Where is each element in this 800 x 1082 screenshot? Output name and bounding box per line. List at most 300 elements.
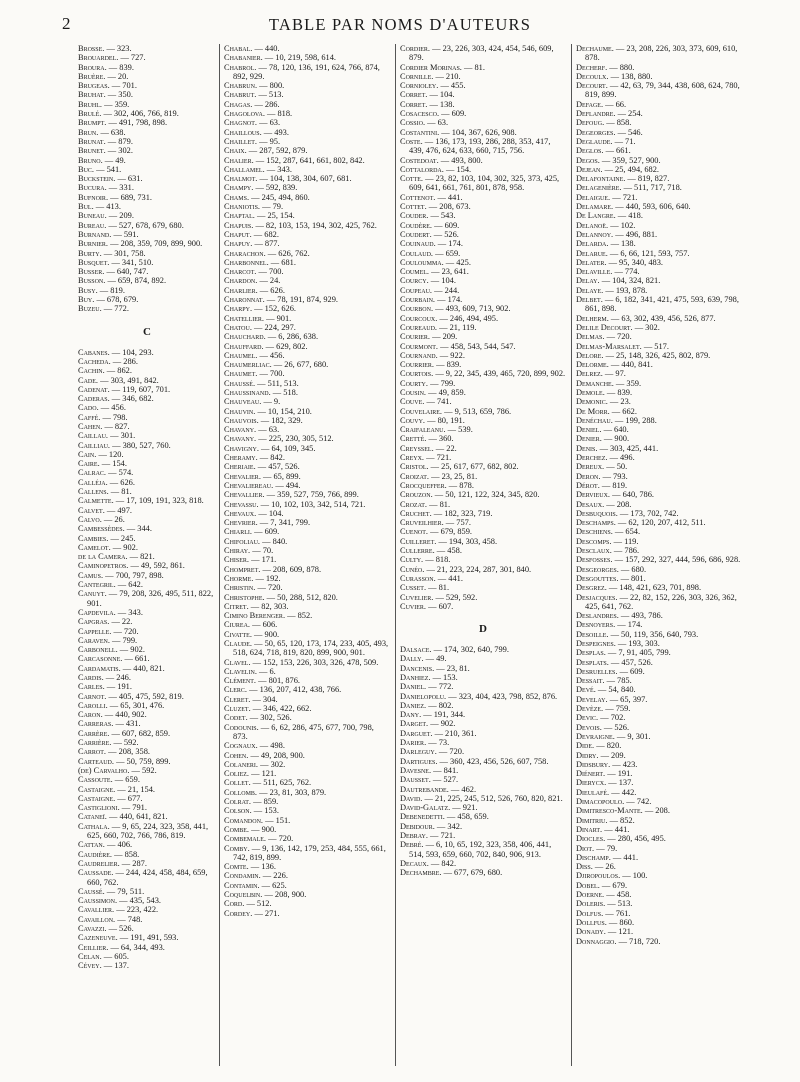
author-name: Deglos	[576, 146, 602, 156]
author-name: Cain	[78, 449, 95, 459]
index-entry	[78, 952, 216, 961]
index-entry	[78, 710, 216, 719]
separator: . —	[593, 685, 609, 695]
index-entry	[576, 620, 746, 629]
author-name: Dautrebande	[400, 784, 447, 794]
page-references: 821.	[140, 552, 155, 562]
author-name: Cheriaie	[224, 462, 254, 472]
author-name: Costantini	[400, 127, 438, 137]
page-references: 104.	[439, 90, 455, 100]
separator: . —	[102, 366, 118, 376]
author-name: Chaptal	[224, 211, 253, 221]
page-references: 6, 66, 121, 593, 757.	[620, 248, 690, 258]
page-references: 246.	[116, 673, 131, 682]
separator: . —	[94, 449, 109, 459]
index-entry	[78, 719, 216, 728]
author-name: Corret	[400, 99, 426, 109]
author-name: Charachon	[224, 248, 264, 258]
author-name: Cleret	[224, 694, 249, 704]
separator: . —	[606, 71, 622, 81]
page-references: 640, 786.	[622, 490, 654, 500]
author-name: Dimacopoulo	[576, 797, 623, 807]
index-entry	[224, 481, 390, 490]
page-references: 718, 720.	[629, 936, 661, 946]
separator: . —	[604, 583, 620, 593]
separator: . —	[258, 871, 274, 881]
page-references: 7, 91, 405, 799.	[618, 648, 671, 658]
separator: . —	[608, 759, 623, 769]
author-name: Delaigue	[576, 192, 609, 202]
separator: . —	[111, 496, 127, 506]
index-entry	[576, 658, 746, 667]
author-name: Charbonnel	[224, 257, 267, 267]
index-entry	[576, 137, 746, 146]
separator: . —	[257, 202, 273, 212]
separator: . —	[126, 561, 141, 571]
page-references: 303, 425, 441.	[610, 443, 659, 453]
separator: . —	[423, 583, 439, 593]
author-name: Caussé	[78, 886, 103, 896]
index-entry	[576, 704, 746, 713]
page-references: 902.	[440, 719, 456, 729]
author-name: Chardon	[224, 276, 256, 286]
author-name: Combe	[224, 824, 247, 834]
index-entry	[78, 664, 216, 673]
page-references: 901.	[276, 313, 292, 323]
separator: . —	[254, 81, 270, 91]
separator: . —	[106, 533, 121, 543]
index-entry	[78, 785, 216, 794]
index-entry	[224, 221, 390, 230]
separator: . —	[605, 81, 621, 91]
separator: . —	[251, 155, 267, 165]
separator: . —	[103, 136, 119, 146]
author-name: Castaigne	[78, 784, 114, 794]
separator: . —	[249, 629, 265, 639]
author-name: Broura	[78, 62, 105, 72]
page-references: 171.	[261, 555, 277, 565]
separator: . —	[610, 136, 626, 146]
index-entry	[576, 369, 746, 378]
index-entry	[78, 506, 216, 515]
index-entry	[78, 385, 216, 394]
index-entry	[78, 589, 216, 608]
separator: . —	[600, 99, 616, 109]
author-name: Desoille	[576, 629, 607, 639]
page-references: 244, 424, 458, 484, 659, 660, 762.	[87, 868, 208, 887]
page-references: 79, 208, 326, 495, 511, 822, 901.	[87, 589, 214, 608]
author-name: Caussimon	[78, 896, 115, 906]
separator: . —	[430, 248, 446, 258]
page-references: 418.	[628, 211, 643, 221]
index-entry	[400, 593, 566, 602]
index-entry	[224, 834, 390, 843]
page-references: 182, 329.	[271, 415, 303, 425]
separator: . —	[112, 905, 127, 915]
separator: . —	[266, 257, 282, 267]
separator: . —	[254, 62, 269, 72]
separator: . —	[431, 369, 446, 379]
author-name: Chorme	[224, 573, 252, 583]
separator: . —	[255, 350, 270, 360]
index-entry	[224, 434, 390, 443]
index-entry	[224, 351, 390, 360]
page-references: 70.	[262, 546, 274, 556]
author-name: Desfosses	[576, 555, 611, 565]
page-references: 638.	[110, 127, 126, 137]
separator: . —	[105, 192, 121, 202]
separator: . —	[601, 350, 617, 360]
author-name: Doerne	[576, 890, 603, 900]
index-entry	[78, 692, 216, 701]
separator: . —	[120, 654, 135, 664]
author-name: Culty	[400, 555, 422, 565]
index-entry	[576, 314, 746, 323]
separator: . —	[100, 421, 115, 431]
separator: . —	[430, 490, 446, 500]
page-references: 842.	[270, 453, 285, 463]
separator: . —	[610, 267, 625, 277]
page-references: 25, 617, 677, 682, 802.	[441, 462, 519, 472]
separator: . —	[249, 806, 265, 816]
page-references: 50, 288, 512, 820.	[277, 592, 338, 602]
author-name: Cotte	[400, 174, 421, 184]
index-entry	[400, 100, 566, 109]
separator: . —	[262, 164, 278, 174]
separator: . —	[250, 99, 265, 109]
page-references: 82, 303.	[261, 601, 289, 611]
author-name: Decoulx	[576, 71, 607, 81]
author-name: Delanoë	[576, 220, 607, 230]
index-entry	[400, 537, 566, 546]
separator: . —	[601, 285, 616, 295]
index-entry	[576, 639, 746, 648]
page-references: 174.	[447, 295, 463, 305]
page-references: 138, 880.	[621, 71, 653, 81]
separator: . —	[426, 719, 441, 729]
index-entry	[224, 713, 390, 722]
page-references: 26.	[114, 514, 125, 524]
author-name: Chaillet	[224, 136, 255, 146]
separator: . —	[255, 741, 271, 751]
author-name: Carcasonne	[78, 654, 121, 664]
index-entry	[224, 472, 390, 481]
separator: . —	[605, 397, 621, 407]
page-references: 700, 797, 898.	[115, 570, 164, 580]
author-name: Chiray	[224, 546, 249, 556]
page-references: 64, 109, 345.	[271, 443, 316, 453]
author-name: Coliez	[224, 769, 247, 779]
page-references: 80, 191.	[437, 415, 465, 425]
index-entry	[400, 757, 566, 766]
page-references: 191, 344.	[433, 710, 466, 720]
page-references: 79.	[272, 202, 284, 212]
page-references: 6, 182, 341, 421, 475, 593, 639, 798, 861, 898.	[585, 295, 739, 314]
index-entry	[224, 658, 390, 667]
separator: . —	[108, 356, 124, 366]
separator: . —	[606, 657, 622, 667]
page-references: 26, 677, 680.	[284, 360, 329, 370]
page-references: 458.	[447, 546, 462, 556]
author-name: Combemale	[224, 834, 264, 844]
page-references: 10, 102, 103, 342, 514, 721.	[271, 499, 366, 509]
index-entry	[400, 137, 566, 156]
separator: . —	[434, 322, 450, 332]
index-entry	[576, 788, 746, 797]
index-entry	[224, 397, 390, 406]
page-references: 772.	[438, 682, 454, 692]
index-entry	[78, 81, 216, 90]
separator: . —	[639, 341, 655, 351]
page-references: 65, 397.	[620, 694, 648, 704]
separator: . —	[100, 710, 116, 720]
separator: . —	[116, 53, 131, 63]
page-references: 456.	[269, 350, 285, 360]
page-references: 609.	[451, 109, 467, 119]
author-name: Chabrol	[224, 62, 255, 72]
author-name: Daniez	[400, 700, 425, 710]
author-name: Despeignes	[576, 639, 614, 648]
separator: . —	[262, 592, 278, 602]
separator: . —	[615, 592, 631, 602]
separator: . —	[422, 397, 437, 407]
index-entry	[224, 871, 390, 880]
index-entry	[224, 137, 390, 146]
page-references: 799.	[122, 635, 138, 645]
index-entry	[224, 258, 390, 267]
index-entry	[224, 407, 390, 416]
author-name: Desgrez	[576, 583, 605, 593]
author-name: Degeorges	[576, 127, 614, 137]
separator: . —	[597, 480, 613, 490]
author-name: Cavazzi	[78, 924, 105, 934]
page-references: 840.	[272, 536, 288, 546]
author-name: Descomps	[576, 536, 610, 546]
index-entry	[224, 565, 390, 574]
index-entry	[78, 822, 216, 841]
author-name: Croizat	[400, 471, 427, 481]
separator: . —	[606, 220, 621, 230]
separator: . —	[426, 267, 442, 277]
page-references: 287, 592, 879.	[259, 146, 308, 156]
author-name: Devic	[576, 713, 597, 723]
page-references: 104.	[268, 508, 284, 518]
page-references: 174.	[448, 239, 463, 249]
author-name: Chaussinand	[224, 387, 269, 397]
page-references: 458, 543, 544, 547.	[450, 341, 516, 351]
separator: . —	[106, 942, 121, 952]
author-name: Citret	[224, 601, 247, 611]
separator: . —	[603, 648, 619, 658]
index-column-4	[576, 44, 746, 1066]
author-name: Carrot	[78, 747, 104, 757]
page-references: 819.	[110, 285, 125, 295]
author-name: Djiropoulos	[576, 871, 619, 881]
author-name: Colson	[224, 806, 250, 816]
author-name: Diénert	[576, 769, 604, 779]
author-name: Delannoy	[576, 229, 612, 239]
author-name: Chauchard	[224, 332, 264, 342]
page-references: 455.	[450, 81, 466, 91]
page-references: 138.	[439, 99, 455, 109]
index-entry	[576, 100, 746, 109]
author-name: Cimino Berenger	[224, 611, 283, 621]
separator: . —	[113, 793, 128, 803]
page-references: 191, 491, 593.	[130, 933, 179, 943]
separator: . —	[99, 99, 115, 109]
separator: . —	[606, 629, 622, 639]
separator: . —	[600, 164, 616, 174]
page-references: 137.	[618, 778, 634, 788]
page-references: 659.	[445, 248, 461, 258]
author-name: Calrac	[78, 468, 104, 478]
page-references: 456.	[111, 403, 126, 413]
separator: . —	[98, 412, 113, 422]
separator: . —	[103, 468, 119, 478]
page-references: 741.	[436, 397, 452, 407]
author-name: Dany	[400, 710, 420, 720]
separator: . —	[113, 580, 129, 590]
author-name: Chavigny	[224, 443, 257, 453]
index-entry	[78, 887, 216, 896]
index-entry	[576, 937, 746, 946]
page-references: 609.	[444, 220, 460, 230]
page-references: 511, 717, 718.	[634, 183, 682, 193]
page-references: 246, 494, 495.	[449, 313, 499, 323]
separator: . —	[433, 192, 448, 202]
index-entry	[400, 416, 566, 425]
index-entry	[576, 537, 746, 546]
page-references: 441.	[447, 192, 463, 202]
page-references: 642.	[128, 580, 143, 590]
separator: . —	[109, 849, 125, 859]
page-references: 678, 679.	[106, 295, 139, 305]
page-references: 208.	[616, 499, 632, 509]
index-entry	[78, 915, 216, 924]
separator: . —	[433, 239, 449, 249]
separator: . —	[430, 728, 446, 738]
author-name: Delorme	[576, 360, 607, 370]
author-name: Dejean	[576, 164, 601, 174]
author-name: Carolli	[78, 700, 106, 710]
author-name: Cahen	[78, 421, 101, 431]
author-name: Cordey	[224, 908, 251, 918]
separator: . —	[432, 546, 448, 556]
separator: . —	[109, 738, 124, 748]
author-name: Chauvois	[224, 415, 257, 425]
page-references: 78, 120, 136, 191, 624, 766, 874, 892, 929.	[233, 62, 380, 81]
separator: . —	[125, 552, 141, 562]
page-references: 119.	[624, 536, 639, 546]
author-name: Caire	[78, 459, 98, 469]
index-entry	[400, 81, 566, 90]
author-name: Dessait	[576, 676, 603, 686]
separator: . —	[117, 858, 133, 868]
separator: . —	[613, 211, 629, 221]
index-entry	[78, 757, 216, 766]
separator: . —	[590, 862, 606, 872]
separator: . —	[419, 710, 434, 720]
index-entry	[576, 81, 746, 100]
author-name: Darguet	[400, 728, 431, 738]
separator: . —	[101, 673, 117, 682]
separator: . —	[604, 917, 620, 927]
separator: . —	[246, 555, 262, 565]
author-name: Clavel	[224, 657, 249, 667]
separator: . —	[605, 694, 621, 704]
separator: . —	[253, 406, 268, 416]
index-entry	[400, 738, 566, 747]
page-references: 720.	[617, 332, 632, 342]
page-references: 193, 303.	[628, 639, 660, 648]
author-name: Bruhl	[78, 99, 100, 109]
index-entry	[400, 379, 566, 388]
index-entry	[576, 816, 746, 825]
separator: . —	[597, 155, 613, 165]
author-name: Cambessèdes	[78, 524, 123, 534]
separator: . —	[429, 508, 445, 518]
index-entry	[400, 239, 566, 248]
index-entry	[78, 840, 216, 849]
author-name: Diss	[576, 862, 591, 872]
page-references: 879.	[118, 136, 133, 146]
index-entry	[400, 221, 566, 230]
index-entry	[576, 574, 746, 583]
separator: . —	[602, 499, 617, 509]
page-references: 210.	[445, 71, 461, 81]
author-name: Cévey	[78, 961, 100, 971]
author-name: Dally	[400, 654, 422, 664]
author-name: Calléja	[78, 477, 106, 487]
index-entry	[400, 156, 566, 165]
separator: . —	[262, 295, 278, 305]
separator: . —	[442, 812, 458, 822]
separator: . —	[253, 676, 269, 686]
page-references: 700.	[269, 369, 285, 379]
index-entry	[224, 360, 390, 369]
author-name: Delamare	[576, 202, 612, 212]
index-entry	[400, 323, 566, 332]
index-entry	[400, 128, 566, 137]
page-references: 323.	[116, 44, 132, 53]
index-entry	[576, 258, 746, 267]
author-name: Didsbury	[576, 759, 609, 769]
index-entry	[400, 388, 566, 397]
page-references: 546.	[628, 127, 643, 137]
page-references: 462.	[461, 784, 477, 794]
author-name: Burnier	[78, 239, 106, 249]
author-name: Deniel	[576, 425, 600, 435]
author-name: Dieulafé	[576, 787, 608, 797]
author-name: Clerc	[224, 685, 245, 695]
page-references: 49, 859.	[438, 387, 466, 397]
page-references: 626.	[270, 285, 285, 295]
separator: . —	[104, 589, 120, 599]
author-name: Dereux	[576, 462, 603, 472]
separator: . —	[102, 682, 118, 692]
page-references: 50, 119, 356, 640, 793.	[621, 629, 699, 639]
author-name: de la Camera	[78, 552, 126, 562]
separator: . —	[428, 673, 444, 682]
page-references: 819, 827.	[637, 174, 670, 184]
separator: . —	[426, 462, 442, 472]
separator: . —	[102, 840, 118, 850]
separator: . —	[606, 313, 622, 323]
index-entry	[78, 357, 216, 366]
author-name: Chapuis	[224, 220, 252, 230]
author-name: Clavelin	[224, 666, 255, 676]
page-references: 63.	[437, 118, 449, 128]
